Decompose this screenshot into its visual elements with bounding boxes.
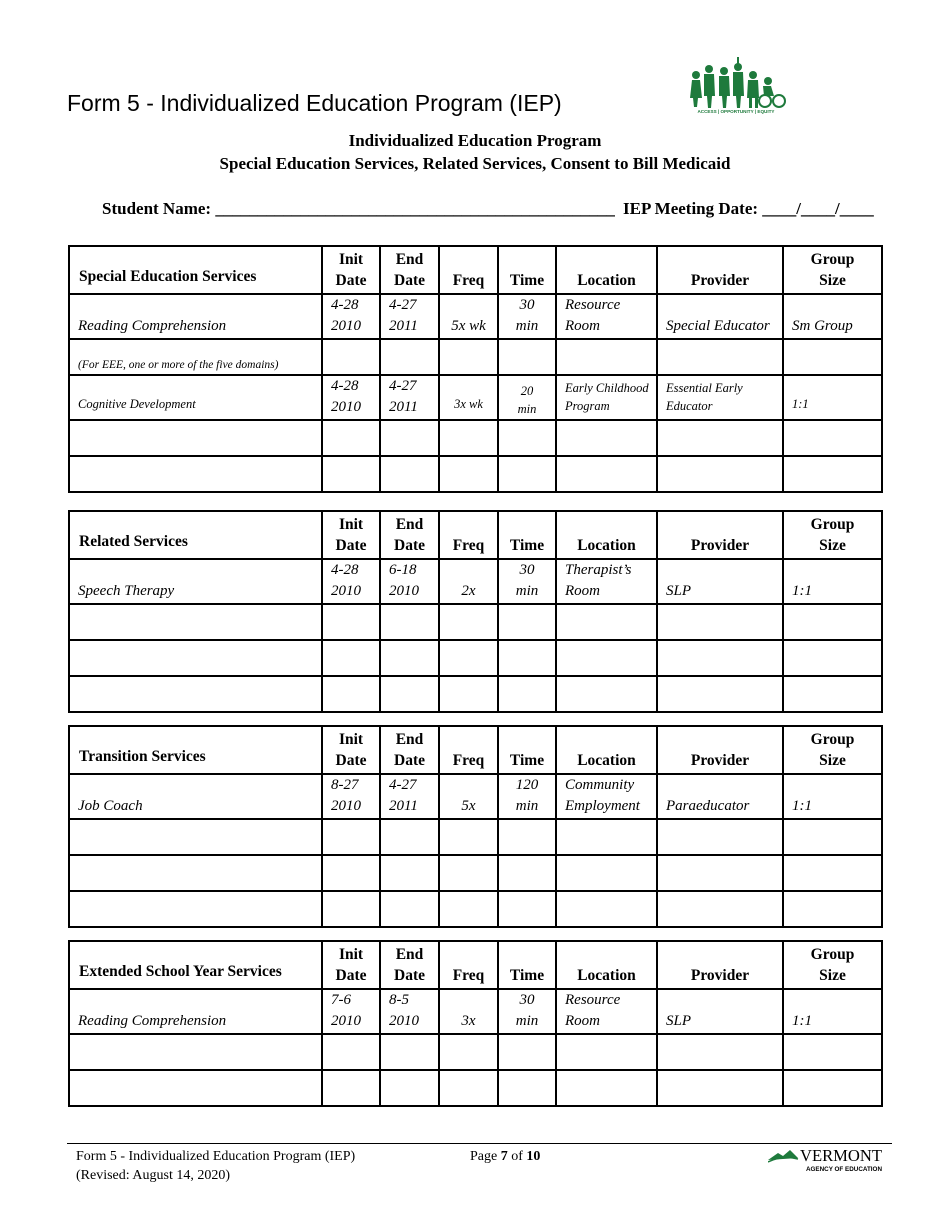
table-header-row (69, 941, 882, 989)
group-size-cell[interactable]: 1:1 (783, 989, 882, 1034)
col-end-date: End Date (380, 246, 439, 294)
end-date-cell[interactable]: 4-27 2011 (380, 774, 439, 819)
eee-note-cell: (For EEE, one or more of the five domains) (69, 339, 322, 375)
table-row (69, 294, 882, 339)
freq-cell[interactable]: 5x (439, 774, 498, 819)
provider-cell[interactable]: SLP (657, 559, 783, 604)
col-time: Time (498, 941, 556, 989)
col-init-date: Init Date (322, 511, 380, 559)
col-freq: Freq (439, 246, 498, 294)
provider-cell[interactable]: SLP (657, 989, 783, 1034)
location-cell[interactable]: Early Childhood Program (556, 375, 657, 420)
col-time: Time (498, 246, 556, 294)
end-date-cell[interactable]: 4-27 2011 (380, 294, 439, 339)
col-group-size: Group Size (783, 511, 882, 559)
table-row (69, 1070, 882, 1106)
table-row (69, 339, 882, 375)
service-cell[interactable]: Reading Comprehension (69, 294, 322, 339)
table-row (69, 420, 882, 456)
end-date-cell[interactable]: 8-5 2010 (380, 989, 439, 1034)
table-header-row (69, 511, 882, 559)
col-time: Time (498, 726, 556, 774)
location-cell[interactable]: Resource Room (556, 294, 657, 339)
form-title: Form 5 - Individualized Education Program (IEP) (67, 90, 562, 116)
table-row (69, 375, 882, 420)
location-cell[interactable]: Therapist’s Room (556, 559, 657, 604)
col-end-date: End Date (380, 941, 439, 989)
related-services-table (68, 510, 883, 713)
location-cell[interactable]: Resource Room (556, 989, 657, 1034)
student-name-field[interactable]: Student Name: _______________________________________________ (102, 199, 615, 218)
table-row (69, 891, 882, 927)
section-title: Extended School Year Services (69, 941, 322, 989)
col-freq: Freq (439, 941, 498, 989)
init-date-cell[interactable]: 4-28 2010 (322, 294, 380, 339)
col-group-size: Group Size (783, 941, 882, 989)
col-provider: Provider (657, 511, 783, 559)
table-header-row (69, 726, 882, 774)
special-education-services-table (68, 245, 883, 493)
transition-services-table (68, 725, 883, 928)
group-size-cell[interactable]: 1:1 (783, 559, 882, 604)
group-size-cell[interactable]: 1:1 (783, 774, 882, 819)
service-cell[interactable]: Cognitive Development (69, 375, 322, 420)
col-time: Time (498, 511, 556, 559)
table-row (69, 640, 882, 676)
footer-revised: (Revised: August 14, 2020) (76, 1168, 230, 1183)
col-group-size: Group Size (783, 726, 882, 774)
table-row (69, 855, 882, 891)
extended-school-year-services-table (68, 940, 883, 1107)
table-row (69, 559, 882, 604)
section-title: Transition Services (69, 726, 322, 774)
init-date-cell[interactable]: 4-28 2010 (322, 375, 380, 420)
col-init-date: Init Date (322, 941, 380, 989)
footer-form-name: Form 5 - Individualized Education Program (IEP) (76, 1149, 356, 1164)
col-provider: Provider (657, 726, 783, 774)
service-cell[interactable]: Speech Therapy (69, 559, 322, 604)
group-size-cell[interactable]: 1:1 (783, 375, 882, 420)
table-row (69, 676, 882, 712)
col-freq: Freq (439, 726, 498, 774)
init-date-cell[interactable]: 4-28 2010 (322, 559, 380, 604)
table-header-row (69, 246, 882, 294)
freq-cell[interactable]: 3x wk (439, 375, 498, 420)
col-location: Location (556, 246, 657, 294)
col-freq: Freq (439, 511, 498, 559)
service-cell[interactable]: Reading Comprehension (69, 989, 322, 1034)
iep-meeting-date-field[interactable]: IEP Meeting Date: ____/____/____ (623, 199, 874, 218)
col-end-date: End Date (380, 726, 439, 774)
group-size-cell[interactable]: Sm Group (783, 294, 882, 339)
end-date-cell[interactable]: 4-27 2011 (380, 375, 439, 420)
provider-cell[interactable]: Essential Early Educator (657, 375, 783, 420)
col-location: Location (556, 941, 657, 989)
location-cell[interactable]: Community Employment (556, 774, 657, 819)
freq-cell[interactable]: 3x (439, 989, 498, 1034)
col-provider: Provider (657, 246, 783, 294)
time-cell[interactable]: 30 min (498, 559, 556, 604)
col-end-date: End Date (380, 511, 439, 559)
table-row (69, 989, 882, 1034)
page-number: Page 7 of 10 (470, 1149, 541, 1164)
vermont-agency-logo (768, 1144, 884, 1176)
freq-cell[interactable]: 2x (439, 559, 498, 604)
table-row (69, 774, 882, 819)
init-date-cell[interactable]: 8-27 2010 (322, 774, 380, 819)
time-cell[interactable]: 30 min (498, 294, 556, 339)
subtitle-iep: Individualized Education Program (348, 131, 602, 150)
time-cell[interactable]: 20 min (498, 375, 556, 420)
end-date-cell[interactable]: 6-18 2010 (380, 559, 439, 604)
col-group-size: Group Size (783, 246, 882, 294)
col-init-date: Init Date (322, 246, 380, 294)
table-row (69, 456, 882, 492)
agency-figures-logo (682, 55, 790, 115)
vermont-wordmark: VERMONT (800, 1146, 883, 1165)
table-row (69, 819, 882, 855)
col-init-date: Init Date (322, 726, 380, 774)
service-cell[interactable]: Job Coach (69, 774, 322, 819)
table-row (69, 604, 882, 640)
provider-cell[interactable]: Special Educator (657, 294, 783, 339)
col-provider: Provider (657, 941, 783, 989)
freq-cell[interactable]: 5x wk (439, 294, 498, 339)
subtitle-services: Special Education Services, Related Services, Consent to Bill Medicaid (219, 154, 731, 173)
section-title: Special Education Services (69, 246, 322, 294)
section-title: Related Services (69, 511, 322, 559)
logo-tagline: ACCESS | OPPORTUNITY | EQUITY (697, 109, 775, 114)
agency-of-education-text: AGENCY OF EDUCATION (805, 1166, 882, 1173)
provider-cell[interactable]: Paraeducator (657, 774, 783, 819)
col-location: Location (556, 511, 657, 559)
col-location: Location (556, 726, 657, 774)
init-date-cell[interactable]: 7-6 2010 (322, 989, 380, 1034)
time-cell[interactable]: 30 min (498, 989, 556, 1034)
table-row (69, 1034, 882, 1070)
time-cell[interactable]: 120 min (498, 774, 556, 819)
